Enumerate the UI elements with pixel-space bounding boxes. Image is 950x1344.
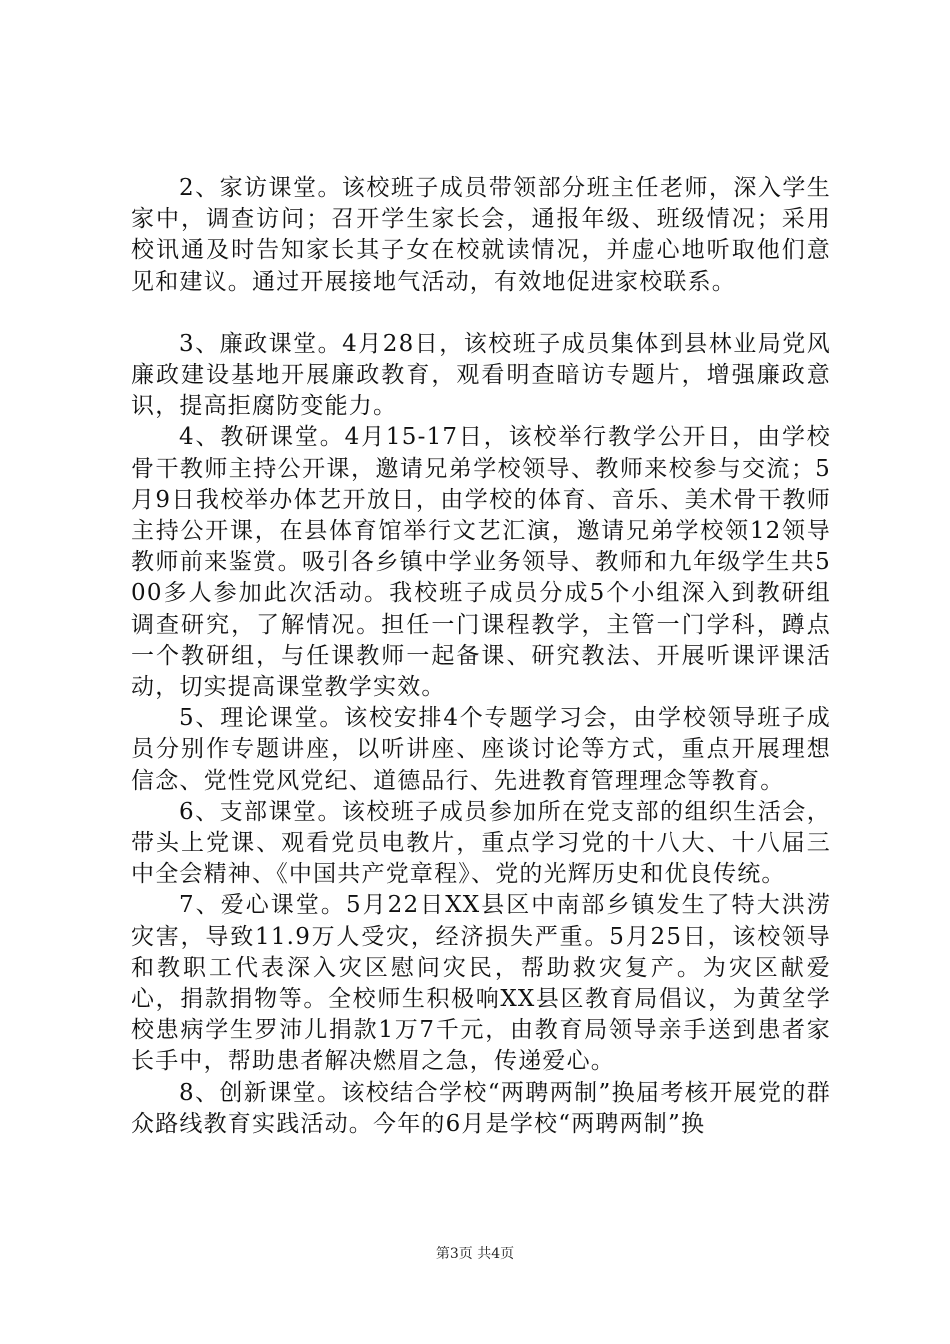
paragraph-theory: 5、理论课堂。该校安排4个专题学习会，由学校领导班子成员分别作专题讲座，以听讲座、座谈讨论等方式，重点开展理想信念、党性党风党纪、道德品行、先进教育管理理念等教育。 [131,705,831,794]
paragraph-home-visit: 2、家访课堂。该校班子成员带领部分班主任老师，深入学生家中，调查访问；召开学生家长会，通报年级、班级情况；采用校讯通及时告知家长其子女在校就读情况，并虚心地听取他们意见和建议。通过开展接地气活动，有效地促进家校联系。 [131,175,831,295]
paragraph-charity: 7、爱心课堂。5月22日XX县区中南部乡镇发生了特大洪涝灾害，导致11.9万人受灾，经济损失严重。5月25日，该校领导和教职工代表深入灾区慰问灾民，帮助救灾复产。为灾区献爱心，捐款捐物等。全校师生积极响XX县区教育局倡议，为黄坌学校患病学生罗沛儿捐款1万7千元，由教育局领导亲手送到患者家长手中，帮助患者解决燃眉之急，传递爱心。 [131,892,831,1075]
document-body [131,173,831,1140]
paragraph-innovation: 8、创新课堂。该校结合学校“两聘两制”换届考核开展党的群众路线教育实践活动。今年的6月是学校“两聘两制”换 [131,1079,831,1137]
page-number-footer: 第3页 共4页 [435,1246,515,1262]
paragraph-branch: 6、支部课堂。该校班子成员参加所在党支部的组织生活会，带头上党课、观看党员电教片，重点学习党的十八大、十八届三中全会精神、《中国共产党章程》、党的光辉历史和优良传统。 [131,798,831,888]
paragraph-integrity: 3、廉政课堂。4月28日，该校班子成员集体到县林业局党风廉政建设基地开展廉政教育，观看明查暗访专题片，增强廉政意识，提高拒腐防变能力。 [131,330,831,420]
paragraph-teaching-research: 4、教研课堂。4月15-17日，该校举行教学公开日，由学校骨干教师主持公开课，邀请兄弟学校领导、教师来校参与交流；5月9日我校举办体艺开放日，由学校的体育、音乐、美术骨干教师主持公开课，在县体育馆举行文艺汇演，邀请兄弟学校领12领导教师前来鉴赏。吸引各乡镇中学业务领导、教师和九年级学生共500多人参加此次活动。我校班子成员分成5个小组深入到教研组调查研究，了解情况。担任一门课程教学，主管一门学科，蹲点一个教研组，与任课教师一起备课、研究教法、开展听课评课活动，切实提高课堂教学实效。 [131,424,831,701]
